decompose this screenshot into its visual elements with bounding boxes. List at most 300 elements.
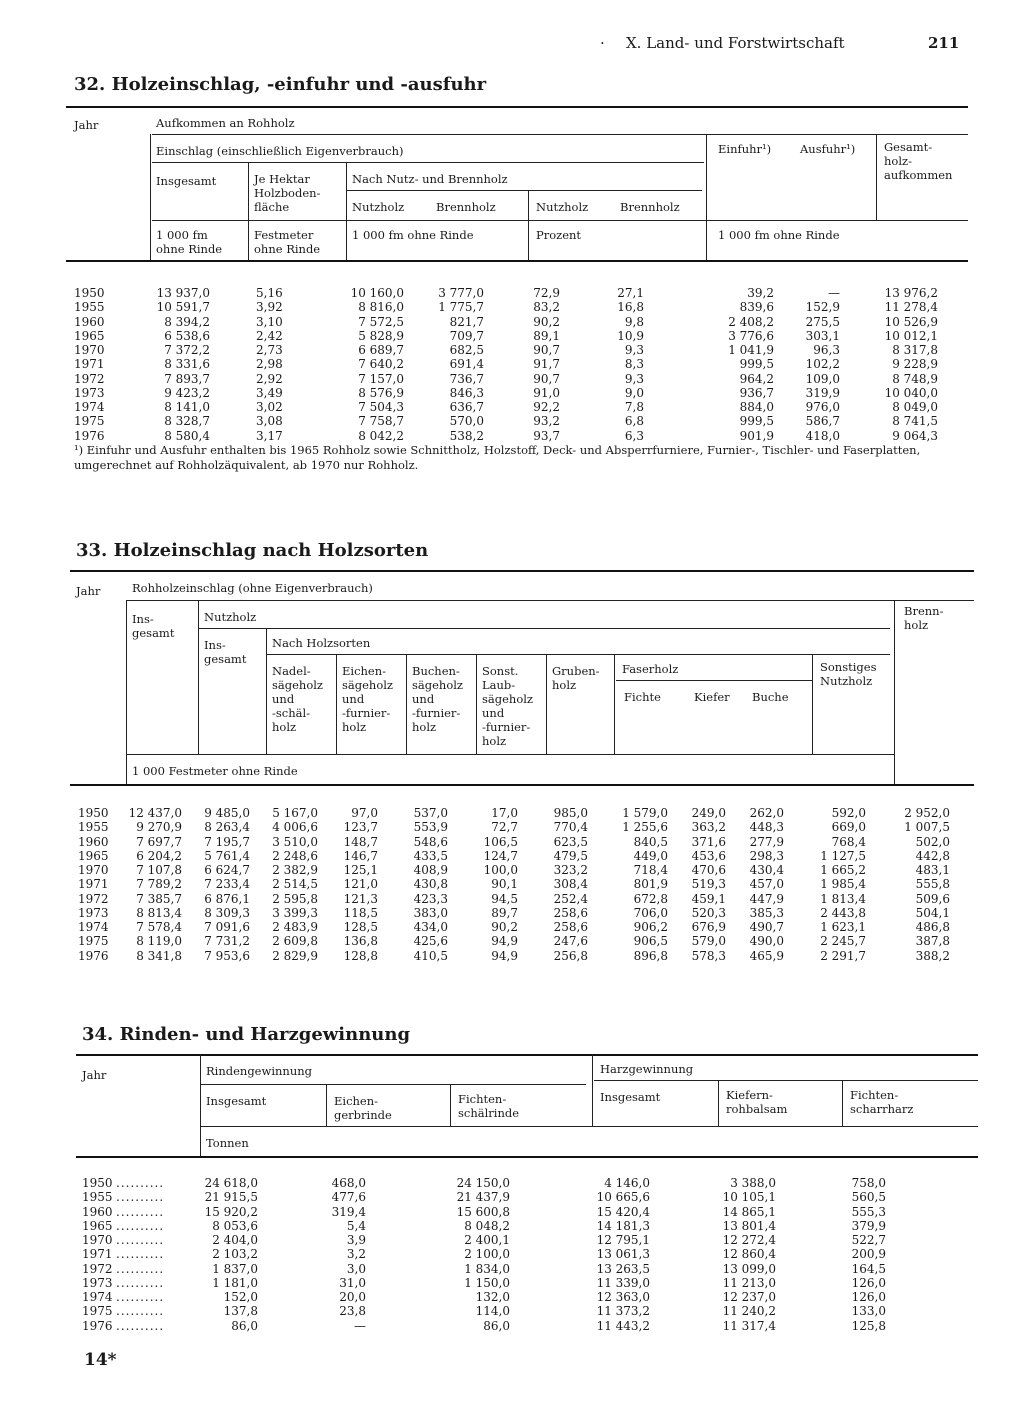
t33-insgesamt-cell: 9 270,9 <box>136 820 182 835</box>
dot-leader: .......... <box>116 1233 165 1247</box>
t33-year-cell: 1976 <box>78 948 109 963</box>
rule <box>592 1054 593 1126</box>
t32-je-hektar-cell: 2,92 <box>256 371 283 386</box>
t33-sonst-cell: 90,1 <box>491 877 518 892</box>
t34-insgesamt-cell: 24 618,0 <box>204 1176 258 1190</box>
t33-buche-cell: 298,3 <box>749 848 784 863</box>
t33-buche-cell: 465,9 <box>749 948 784 963</box>
t32-col-je-hektar: Je Hektar Holzboden- fläche <box>254 172 321 214</box>
t33-nadel-cell: 2 514,5 <box>272 877 318 892</box>
rule <box>476 654 477 754</box>
rule <box>70 784 974 786</box>
rule <box>76 1054 978 1056</box>
t33-sonst-cell: 17,0 <box>491 806 518 820</box>
t34-insgesamt-values <box>190 1176 258 1333</box>
t33-sonst-cell: 90,2 <box>491 920 518 934</box>
t33-sonstiges-cell: 2 291,7 <box>820 948 866 963</box>
rule <box>126 754 894 755</box>
t33-year-cell: 1973 <box>78 905 109 920</box>
t33-fichte-cell: 718,4 <box>633 863 668 877</box>
t33-fichte-cell: 896,8 <box>633 948 668 963</box>
t32-ausfuhr-cell: 109,0 <box>805 371 840 386</box>
t32-ausfuhr-cell: 976,0 <box>805 400 840 414</box>
t32-brenn-pct-cell: 6,8 <box>624 414 644 429</box>
t33-nadel-cell: 2 483,9 <box>272 920 318 934</box>
t34-eichen-cell: 20,0 <box>339 1290 366 1304</box>
t33-brennholz-cell: 442,8 <box>915 848 950 863</box>
t32-unit-2: Festmeter ohne Rinde <box>254 228 321 256</box>
t34-col-kiefern: Kiefern- rohbalsam <box>726 1088 788 1116</box>
t33-buchen-cell: 537,0 <box>413 806 448 820</box>
t33-brennholz-cell: 1 007,5 <box>904 820 950 835</box>
t33-col-rohholz: Rohholzeinschlag (ohne Eigenverbrauch) <box>132 581 373 595</box>
t33-kiefer-cell: 453,6 <box>691 848 726 863</box>
t33-gruben-cell: 623,5 <box>553 834 588 849</box>
t34-col-fichten-scharr: Fichten- scharrharz <box>850 1088 914 1116</box>
rule <box>546 654 547 754</box>
dot-leader: .......... <box>116 1247 165 1262</box>
t34-col-rinden: Rindengewinnung <box>206 1064 312 1078</box>
t32-ausfuhr-values <box>780 286 840 443</box>
t34-year-cell: 1950 <box>82 1176 113 1190</box>
t33-col-sonst: Sonst. Laub- sägeholz und -furnier- holz <box>482 664 533 748</box>
t33-kiefer-cell: 579,0 <box>691 934 726 949</box>
t32-nutzholz-cell: 8 576,9 <box>358 385 404 400</box>
t32-col-nutzholz: Nutzholz <box>352 200 405 214</box>
t33-col-buche: Buche <box>752 690 789 704</box>
t34-year-cell: 1976 <box>82 1318 113 1333</box>
rule <box>614 654 615 754</box>
t33-kiefer-cell: 578,3 <box>691 948 726 963</box>
t32-col-ausfuhr: Ausfuhr¹) <box>800 142 856 156</box>
t32-col-nutzholz-pct: Nutzholz <box>536 200 589 214</box>
t34-col-harz-insgesamt: Insgesamt <box>600 1090 661 1104</box>
t34-eichen-cell: 5,4 <box>346 1218 366 1233</box>
t34-fichten-cell: 24 150,0 <box>456 1176 510 1190</box>
t32-insgesamt-cell: 6 538,6 <box>164 328 210 343</box>
t32-brenn-pct-cell: 9,3 <box>624 371 644 386</box>
t33-eichen-cell: 128,8 <box>343 948 378 963</box>
t33-sonstiges-cell: 1 985,4 <box>820 877 866 892</box>
t34-harz-insg-cell: 13 061,3 <box>596 1247 650 1262</box>
dot-leader: .......... <box>116 1218 165 1233</box>
t32-col-brennholz: Brennholz <box>436 200 496 214</box>
t32-brennholz-cell: 538,2 <box>449 428 484 443</box>
t34-harz-insg-cell: 12 795,1 <box>596 1233 650 1247</box>
t32-brenn-pct-cell: 9,8 <box>624 314 644 329</box>
t34-year-cell: 1960 <box>82 1204 113 1219</box>
t34-insgesamt-cell: 2 103,2 <box>212 1247 258 1262</box>
t32-ausfuhr-cell: — <box>828 286 840 300</box>
t32-brenn-pct-cell: 16,8 <box>617 300 644 315</box>
dot-leader: .......... <box>116 1176 165 1190</box>
t32-insgesamt-cell: 8 328,7 <box>164 414 210 429</box>
t32-einfuhr-cell: 3 776,6 <box>728 328 774 343</box>
t32-insgesamt-cell: 8 394,2 <box>164 314 210 329</box>
t32-brennholz-cell: 3 777,0 <box>438 286 484 300</box>
t33-fichte-cell: 801,9 <box>633 877 668 892</box>
t32-insgesamt-cell: 8 580,4 <box>164 428 210 443</box>
rule <box>198 600 199 754</box>
t33-sonst-cell: 100,0 <box>483 863 518 877</box>
t33-nutz-insg-cell: 7 731,2 <box>204 934 250 949</box>
t33-insgesamt-cell: 8 341,8 <box>136 948 182 963</box>
t33-eichen-values <box>330 806 378 963</box>
t34-insgesamt-cell: 86,0 <box>231 1318 258 1333</box>
t33-col-insgesamt2: Ins- gesamt <box>204 638 247 666</box>
t34-year-cell: 1971 <box>82 1247 113 1262</box>
t33-buche-cell: 277,9 <box>749 834 784 849</box>
t34-year-cell: 1974 <box>82 1290 113 1304</box>
t33-nadel-cell: 2 595,8 <box>272 891 318 906</box>
t32-brennholz-cell: 570,0 <box>449 414 484 429</box>
t32-unit-1: 1 000 fm ohne Rinde <box>156 228 223 256</box>
t32-gesamt-cell: 11 278,4 <box>884 300 938 315</box>
t32-ausfuhr-cell: 319,9 <box>805 385 840 400</box>
t34-insgesamt-cell: 1 181,0 <box>212 1275 258 1290</box>
t32-gesamt-values <box>860 286 938 443</box>
t33-nadel-cell: 2 248,6 <box>272 848 318 863</box>
t33-sonstiges-cell: 2 443,8 <box>820 905 866 920</box>
t32-ausfuhr-cell: 418,0 <box>805 428 840 443</box>
t32-year-cell: 1965 <box>74 328 105 343</box>
t32-gesamt-cell: 10 012,1 <box>884 328 938 343</box>
t34-insgesamt-cell: 2 404,0 <box>212 1233 258 1247</box>
t33-insgesamt-cell: 12 437,0 <box>128 806 182 820</box>
t32-nutz-pct-values <box>520 286 560 443</box>
t32-ausfuhr-cell: 303,1 <box>805 328 840 343</box>
page-signature: 14* <box>84 1350 117 1370</box>
t33-eichen-cell: 97,0 <box>351 806 378 820</box>
t34-harz-insg-cell: 13 263,5 <box>596 1261 650 1276</box>
rule <box>450 1084 451 1126</box>
t33-kiefer-cell: 371,6 <box>691 834 726 849</box>
t33-col-sonstiges: Sonstiges Nutzholz <box>820 660 877 688</box>
t33-buchen-cell: 410,5 <box>413 948 448 963</box>
t33-year-cell: 1955 <box>78 820 109 835</box>
t32-year-cell: 1975 <box>74 414 105 429</box>
t34-year-cell: 1975 <box>82 1304 113 1319</box>
t32-ausfuhr-cell: 275,5 <box>805 314 840 329</box>
t33-col-eichen: Eichen- sägeholz und -furnier- holz <box>342 664 393 734</box>
rule <box>150 134 151 260</box>
t34-eichen-cell: 477,6 <box>331 1190 366 1205</box>
t34-eichen-values <box>316 1176 366 1333</box>
dot-leader: .......... <box>116 1318 165 1333</box>
rule <box>200 1054 201 1156</box>
t33-buche-cell: 385,3 <box>749 905 784 920</box>
t33-col-kiefer: Kiefer <box>694 690 730 704</box>
t32-einfuhr-cell: 39,2 <box>747 286 774 300</box>
t32-brenn-pct-cell: 10,9 <box>617 328 644 343</box>
t34-harz-insg-values <box>580 1176 650 1333</box>
t32-nutzholz-cell: 8 042,2 <box>358 428 404 443</box>
t34-fichten-scharr-cell: 126,0 <box>851 1275 886 1290</box>
t32-year-cell: 1960 <box>74 314 105 329</box>
t32-ausfuhr-cell: 586,7 <box>805 414 840 429</box>
t33-year-cell: 1970 <box>78 863 109 877</box>
t33-brennholz-cell: 483,1 <box>915 863 950 877</box>
t34-kiefern-cell: 12 272,4 <box>722 1233 776 1247</box>
t33-nadel-cell: 5 167,0 <box>272 806 318 820</box>
t33-eichen-cell: 121,0 <box>343 877 378 892</box>
t32-nutzholz-cell: 7 572,5 <box>358 314 404 329</box>
t33-buche-cell: 448,3 <box>749 820 784 835</box>
rule <box>346 162 347 260</box>
t32-gesamt-cell: 8 317,8 <box>892 343 938 357</box>
t33-sonstiges-cell: 2 245,7 <box>820 934 866 949</box>
t32-nutzholz-cell: 6 689,7 <box>358 343 404 357</box>
t32-je-hektar-cell: 2,98 <box>256 357 283 372</box>
t32-nutzholz-cell: 7 640,2 <box>358 357 404 372</box>
t34-fichten-cell: 21 437,9 <box>456 1190 510 1205</box>
t32-brenn-pct-cell: 9,0 <box>624 385 644 400</box>
t33-fichte-cell: 1 579,0 <box>622 806 668 820</box>
t33-brennholz-cell: 504,1 <box>915 905 950 920</box>
t33-eichen-cell: 148,7 <box>343 834 378 849</box>
t33-sonst-cell: 94,9 <box>491 948 518 963</box>
t33-nutz-insg-cell: 7 195,7 <box>204 834 250 849</box>
t33-buche-values <box>734 806 784 963</box>
t32-brenn-pct-cell: 9,3 <box>624 343 644 357</box>
t33-col-buchen: Buchen- sägeholz und -furnier- holz <box>412 664 463 734</box>
t33-fichte-cell: 706,0 <box>633 905 668 920</box>
rule <box>66 260 968 262</box>
rule <box>200 1126 978 1127</box>
t32-brenn-pct-values <box>600 286 644 443</box>
t33-insgesamt-cell: 8 119,0 <box>136 934 182 949</box>
t32-year-cell: 1972 <box>74 371 105 386</box>
t33-sonst-cell: 106,5 <box>483 834 518 849</box>
t34-kiefern-cell: 12 860,4 <box>722 1247 776 1262</box>
t33-gruben-cell: 985,0 <box>553 806 588 820</box>
t32-einfuhr-cell: 999,5 <box>739 414 774 429</box>
rule <box>200 1084 586 1085</box>
rule <box>718 1080 719 1126</box>
t33-year-cell: 1972 <box>78 891 109 906</box>
t34-harz-insg-cell: 12 363,0 <box>596 1290 650 1304</box>
t32-brennholz-cell: 636,7 <box>449 400 484 414</box>
rule <box>76 1156 978 1158</box>
t32-brenn-pct-cell: 6,3 <box>624 428 644 443</box>
t34-fichten-scharr-cell: 126,0 <box>851 1290 886 1304</box>
t34-insgesamt-cell: 15 920,2 <box>204 1204 258 1219</box>
t32-je-hektar-cell: 3,49 <box>256 385 283 400</box>
t34-fichten-scharr-cell: 560,5 <box>851 1190 886 1205</box>
t32-gesamt-cell: 10 526,9 <box>884 314 938 329</box>
t32-col-jahr: Jahr <box>74 118 99 132</box>
t32-je-hektar-cell: 3,17 <box>256 428 283 443</box>
t32-nutzholz-values <box>330 286 404 443</box>
t32-insgesamt-cell: 7 372,2 <box>164 343 210 357</box>
t33-nutz-insg-cell: 6 876,1 <box>204 891 250 906</box>
t33-gruben-cell: 770,4 <box>553 820 588 835</box>
rule <box>248 162 249 260</box>
t34-kiefern-cell: 3 388,0 <box>730 1176 776 1190</box>
t32-insgesamt-cell: 13 937,0 <box>156 286 210 300</box>
t34-fichten-scharr-cell: 522,7 <box>851 1233 886 1247</box>
t33-insgesamt-cell: 6 204,2 <box>136 848 182 863</box>
t34-fichten-scharr-values <box>830 1176 886 1333</box>
t34-fichten-scharr-cell: 164,5 <box>851 1261 886 1276</box>
t33-buchen-cell: 434,0 <box>413 920 448 934</box>
t32-brenn-pct-cell: 8,3 <box>624 357 644 372</box>
t32-brennholz-cell: 1 775,7 <box>438 300 484 315</box>
t33-sonst-cell: 124,7 <box>483 848 518 863</box>
t33-gruben-values <box>536 806 588 963</box>
t33-nutz-insg-cell: 8 263,4 <box>204 820 250 835</box>
t32-col-einschlag: Einschlag (einschließlich Eigenverbrauch) <box>156 144 404 158</box>
t33-gruben-cell: 323,2 <box>553 863 588 877</box>
t32-brennholz-cell: 736,7 <box>449 371 484 386</box>
t32-year-cell: 1976 <box>74 428 105 443</box>
table-33-title: 33. Holzeinschlag nach Holzsorten <box>76 540 429 561</box>
t32-brenn-pct-cell: 27,1 <box>617 286 644 300</box>
t34-fichten-values <box>440 1176 510 1333</box>
t32-unit-4: Prozent <box>536 228 582 242</box>
t33-gruben-cell: 258,6 <box>553 905 588 920</box>
t32-gesamt-cell: 8 741,5 <box>892 414 938 429</box>
dot-leader: .......... <box>116 1290 165 1304</box>
rule <box>616 680 812 681</box>
t32-brennholz-cell: 691,4 <box>449 357 484 372</box>
t34-kiefern-cell: 13 801,4 <box>722 1218 776 1233</box>
t34-fichten-cell: 114,0 <box>475 1304 510 1319</box>
t33-kiefer-cell: 519,3 <box>691 877 726 892</box>
t34-fichten-cell: 86,0 <box>483 1318 510 1333</box>
t33-nutz-insg-cell: 7 233,4 <box>204 877 250 892</box>
t32-year-cell: 1970 <box>74 343 105 357</box>
t32-footnote: ¹) Einfuhr und Ausfuhr enthalten bis 1965 Rohholz sowie Schnittholz, Holzstoff, Deck- und Absperrfurniere, Furnier-, Tischler- und Faserplatten, umgerechnet auf Rohholzäquivalent, ab 1970 nur Rohholz. <box>74 443 921 472</box>
t32-nutz-pct-cell: 72,9 <box>533 286 560 300</box>
rule <box>126 600 974 601</box>
table-34-title: 34. Rinden- und Harzgewinnung <box>82 1024 411 1045</box>
rule <box>842 1080 843 1126</box>
t34-col-harz: Harzgewinnung <box>600 1062 694 1076</box>
t33-nadel-cell: 2 609,8 <box>272 934 318 949</box>
t33-fichte-cell: 449,0 <box>633 848 668 863</box>
t33-nutz-insg-cell: 6 624,7 <box>204 863 250 877</box>
t33-eichen-cell: 128,5 <box>343 920 378 934</box>
t33-brennholz-cell: 387,8 <box>915 934 950 949</box>
t33-buchen-cell: 408,9 <box>413 863 448 877</box>
t32-nutzholz-cell: 7 157,0 <box>358 371 404 386</box>
t32-unit-3: 1 000 fm ohne Rinde <box>352 228 474 242</box>
t34-kiefern-cell: 10 105,1 <box>722 1190 776 1205</box>
t32-brennholz-cell: 821,7 <box>449 314 484 329</box>
t32-col-aufkommen: Aufkommen an Rohholz <box>156 116 295 130</box>
t33-col-brennholz: Brenn- holz <box>904 604 944 632</box>
t32-nutz-pct-cell: 83,2 <box>533 300 560 315</box>
t33-insgesamt-cell: 7 789,2 <box>136 877 182 892</box>
t33-nadel-values <box>256 806 318 963</box>
t33-col-nutzholz: Nutzholz <box>204 610 257 624</box>
t32-nutz-pct-cell: 93,7 <box>533 428 560 443</box>
t33-buche-cell: 262,0 <box>749 806 784 820</box>
t34-leaders <box>116 1176 164 1333</box>
t32-einfuhr-cell: 884,0 <box>739 400 774 414</box>
t32-nutzholz-cell: 7 758,7 <box>358 414 404 429</box>
t32-einfuhr-cell: 1 041,9 <box>728 343 774 357</box>
t33-year-cell: 1971 <box>78 877 109 892</box>
t33-gruben-cell: 252,4 <box>553 891 588 906</box>
rule <box>812 654 813 754</box>
t34-fichten-scharr-cell: 125,8 <box>851 1318 886 1333</box>
t32-insgesamt-cell: 7 893,7 <box>164 371 210 386</box>
rule <box>336 654 337 754</box>
t33-insgesamt-cell: 7 697,7 <box>136 834 182 849</box>
t34-unit: Tonnen <box>206 1136 249 1150</box>
rule <box>266 654 890 655</box>
t34-col-insgesamt: Insgesamt <box>206 1094 267 1108</box>
rule <box>346 190 702 191</box>
t33-fichte-cell: 672,8 <box>633 891 668 906</box>
t33-kiefer-cell: 363,2 <box>691 820 726 835</box>
t34-harz-insg-cell: 10 665,6 <box>596 1190 650 1205</box>
t33-sonstiges-cell: 669,0 <box>831 820 866 835</box>
t34-kiefern-cell: 11 213,0 <box>722 1275 776 1290</box>
t33-nadel-cell: 3 399,3 <box>272 905 318 920</box>
t32-nutz-pct-cell: 90,2 <box>533 314 560 329</box>
t33-eichen-cell: 121,3 <box>343 891 378 906</box>
t32-gesamt-cell: 13 976,2 <box>884 286 938 300</box>
t32-nutz-pct-cell: 91,7 <box>533 357 560 372</box>
t34-insgesamt-cell: 1 837,0 <box>212 1261 258 1276</box>
t32-nutz-pct-cell: 93,2 <box>533 414 560 429</box>
dot-leader: .......... <box>116 1275 165 1290</box>
t34-year-cell: 1970 <box>82 1233 113 1247</box>
t33-years <box>78 806 109 963</box>
t32-col-gesamt: Gesamt- holz- aufkommen <box>884 140 953 182</box>
t32-je-hektar-cell: 2,42 <box>256 328 283 343</box>
t33-buche-cell: 447,9 <box>749 891 784 906</box>
rule <box>152 162 704 163</box>
rule <box>152 134 968 135</box>
t34-fichten-cell: 132,0 <box>475 1290 510 1304</box>
t34-col-fichten: Fichten- schälrinde <box>458 1092 520 1120</box>
t32-gesamt-cell: 8 748,9 <box>892 371 938 386</box>
t32-insgesamt-cell: 9 423,2 <box>164 385 210 400</box>
t33-sonst-values <box>470 806 518 963</box>
t33-col-gruben: Gruben- holz <box>552 664 600 692</box>
rule <box>70 570 974 572</box>
t34-eichen-cell: 3,9 <box>346 1233 366 1247</box>
t32-je-hektar-cell: 3,92 <box>256 300 283 315</box>
t32-brennholz-cell: 846,3 <box>449 385 484 400</box>
rule <box>266 628 267 754</box>
t33-nadel-cell: 2 829,9 <box>272 948 318 963</box>
dot-leader: .......... <box>116 1261 165 1276</box>
t32-brennholz-values <box>410 286 484 443</box>
t34-fichten-cell: 1 150,0 <box>464 1275 510 1290</box>
t33-sonstiges-values <box>800 806 866 963</box>
t33-year-cell: 1974 <box>78 920 109 934</box>
t34-kiefern-values <box>706 1176 776 1333</box>
t34-fichten-scharr-cell: 379,9 <box>851 1218 886 1233</box>
t34-harz-insg-cell: 11 373,2 <box>596 1304 650 1319</box>
t34-eichen-cell: 23,8 <box>339 1304 366 1319</box>
t32-ausfuhr-cell: 152,9 <box>805 300 840 315</box>
t33-sonstiges-cell: 768,4 <box>831 834 866 849</box>
t33-eichen-cell: 136,8 <box>343 934 378 949</box>
t34-fichten-cell: 2 400,1 <box>464 1233 510 1247</box>
t33-brennholz-cell: 502,0 <box>915 834 950 849</box>
t33-kiefer-cell: 676,9 <box>691 920 726 934</box>
t34-fichten-cell: 2 100,0 <box>464 1247 510 1262</box>
t32-einfuhr-cell: 936,7 <box>739 385 774 400</box>
t32-year-cell: 1955 <box>74 300 105 315</box>
t32-brennholz-cell: 709,7 <box>449 328 484 343</box>
